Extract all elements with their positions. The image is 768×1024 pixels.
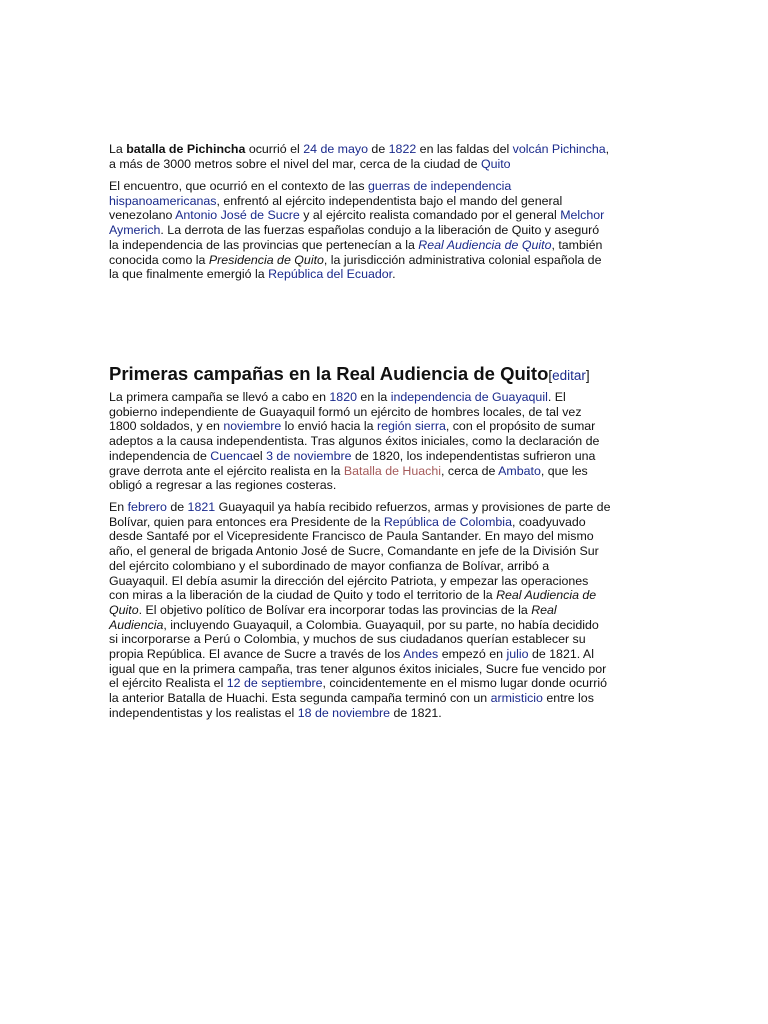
text: de 1820, los independentistas sufrieron una <box>351 448 596 463</box>
text: si incorporarse a Perú o Colombia, y muchos de sus ciudadanos querían establecer su <box>109 632 586 647</box>
text: Bolívar, quien para entonces era Presidente de la <box>109 514 384 529</box>
text: año, el general de brigada Antonio José de Sucre, Comandante en jefe de la División Sur <box>109 544 599 559</box>
text-line <box>109 618 661 633</box>
bracket: ] <box>585 368 590 383</box>
text: la independencia de las provincias que pertenecían a la <box>109 237 419 252</box>
text-line <box>109 662 661 677</box>
text: igual que en la primera campaña, tras tener algunos éxitos iniciales, Sucre fue vencido por <box>109 661 607 676</box>
link-18-de-noviembre[interactable]: 18 de noviembre <box>297 705 391 720</box>
text: independencia de <box>109 448 211 463</box>
text: lo envió hacia la <box>281 419 377 434</box>
text: entre los <box>542 691 594 706</box>
text: En <box>109 500 128 514</box>
presidencia-de-quito: Presidencia de Quito <box>208 252 324 267</box>
text-line <box>109 405 661 420</box>
section-heading-text: Primeras campañas en la Real Audiencia de Quito <box>109 363 549 384</box>
link-guerras-independencia[interactable]: guerras de independencia <box>368 179 512 193</box>
text: grave derrota ante el ejército realista en la <box>109 463 344 478</box>
text-line <box>109 632 661 647</box>
text: el <box>253 448 267 463</box>
text-line <box>109 419 661 434</box>
text: , también <box>551 237 603 252</box>
text-line <box>109 588 661 603</box>
text: de <box>166 500 188 514</box>
link-24-de-mayo[interactable]: 24 de mayo <box>303 142 368 156</box>
real-audiencia-de-quito: Quito <box>109 602 139 617</box>
real-audiencia: Audiencia <box>109 617 164 632</box>
link-republica-del-ecuador[interactable]: República del Ecuador <box>268 267 393 282</box>
link-guerras-independencia[interactable]: hispanoamericanas <box>109 193 217 208</box>
text-line <box>109 500 661 515</box>
text: ocurrió el <box>245 142 304 156</box>
link-armisticio[interactable]: armisticio <box>490 691 543 706</box>
text: . El <box>547 390 566 404</box>
bracket: [ <box>548 368 553 383</box>
link-melchor-aymerich[interactable]: Melchor <box>560 208 605 223</box>
text-line <box>109 515 661 530</box>
text: , incluyendo Guayaquil, a Colombia. Guayaquil, por su parte, no había decidido <box>163 617 599 632</box>
text: gobierno independiente de Guayaquil formó un ejército de hombres locales, de tal vez <box>109 404 582 419</box>
text-line <box>109 434 661 449</box>
text-line <box>109 464 661 479</box>
text: Guayaquil ya había recibido refuerzos, armas y provisiones de parte de <box>215 500 611 514</box>
text: . El objetivo político de Bolívar era incorporar todas las provincias de la <box>138 602 532 617</box>
text: desde Santafé por el Vicepresidente Francisco de Paula Santander. En mayo del mismo <box>109 529 594 544</box>
text: en la <box>356 390 391 404</box>
link-quito[interactable]: Quito <box>480 156 511 171</box>
text-line <box>109 179 661 194</box>
text: El encuentro, que ocurrió en el contexto de las <box>109 179 368 193</box>
link-melchor-aymerich[interactable]: Aymerich <box>109 223 161 238</box>
text-line <box>109 676 661 691</box>
link-3-de-noviembre[interactable]: 3 de noviembre <box>266 448 352 463</box>
text-line <box>109 706 661 721</box>
text: , <box>605 142 610 156</box>
text: propia República. El avance de Sucre a través de los <box>109 647 404 662</box>
text-line <box>109 603 661 618</box>
text-line <box>109 691 661 706</box>
text: del ejército colombiano y el subordinado de mayor confianza de Bolívar, arribó a <box>109 558 550 573</box>
text: , con el propósito de sumar <box>445 419 596 434</box>
text-line <box>109 390 661 405</box>
text: , coadyuvado <box>511 514 586 529</box>
link-12-de-septiembre[interactable]: 12 de septiembre <box>226 676 323 691</box>
link-noviembre[interactable]: noviembre <box>223 419 282 434</box>
text-line <box>109 267 661 282</box>
link-1822[interactable]: 1822 <box>388 142 417 156</box>
link-volcan-pichincha[interactable]: volcán Pichincha <box>512 142 606 156</box>
text: , la jurisdicción administrativa colonial española de <box>323 252 602 267</box>
text-line <box>109 559 661 574</box>
text-line <box>109 238 661 253</box>
text: , coincidentemente en el mismo lugar donde ocurrió <box>322 676 607 691</box>
link-region-sierra[interactable]: región sierra <box>376 419 446 434</box>
link-batalla-de-huachi[interactable]: Batalla de Huachi <box>343 463 441 478</box>
text: en las faldas del <box>416 142 513 156</box>
text: 1800 soldados, y en <box>109 419 224 434</box>
section-heading <box>109 362 590 388</box>
link-real-audiencia-de-quito[interactable]: Real Audiencia de Quito <box>418 237 552 252</box>
text: independentistas y los realistas el <box>109 705 298 720</box>
link-febrero[interactable]: febrero <box>127 500 167 514</box>
link-andes[interactable]: Andes <box>403 647 439 662</box>
text: la anterior Batalla de Huachi. Esta segunda campaña terminó con un <box>109 691 491 706</box>
text: , enfrentó al ejército independentista bajo el mando del general <box>216 193 563 208</box>
battle-name: batalla de Pichincha <box>126 142 246 156</box>
intro-paragraph-1 <box>109 142 661 171</box>
text: . La derrota de las fuerzas españolas condujo a la liberación de Quito y aseguró <box>160 223 600 238</box>
text-line <box>109 157 661 172</box>
text-line <box>109 478 661 493</box>
text: de 1821. <box>390 705 442 720</box>
text: , cerca de <box>441 463 499 478</box>
link-1820[interactable]: 1820 <box>329 390 357 404</box>
text: adeptos a la causa independentista. Tras algunos éxitos iniciales, como la declaración de <box>109 434 600 449</box>
text: empezó en <box>438 647 507 662</box>
text: La <box>109 142 127 156</box>
text-line <box>109 449 661 464</box>
text: venezolano <box>109 208 176 223</box>
real-audiencia-de-quito: Real Audiencia de <box>496 588 597 603</box>
real-audiencia: Real <box>531 602 557 617</box>
edit-section-link <box>548 368 589 383</box>
text-line <box>109 194 661 209</box>
link-julio[interactable]: julio <box>506 647 529 662</box>
text-line <box>109 574 661 589</box>
text: conocida como la <box>109 252 209 267</box>
text-line <box>109 529 661 544</box>
text: . <box>392 267 396 282</box>
text: Guayaquil. El debía asumir la dirección del ejército Patriota, y empezar las operaciones <box>109 573 589 588</box>
link-antonio-jose-de-sucre[interactable]: Antonio José de Sucre <box>175 208 300 223</box>
link-1821[interactable]: 1821 <box>187 500 216 514</box>
text-line <box>109 253 661 268</box>
intro-paragraph-2 <box>109 179 661 282</box>
text-line <box>109 647 661 662</box>
text: de 1821. Al <box>528 647 594 662</box>
text-line <box>109 208 661 223</box>
text: el ejército Realista el <box>109 676 227 691</box>
text: , que les <box>540 463 588 478</box>
link-cuenca[interactable]: Cuenca <box>210 448 253 463</box>
section-paragraph-1 <box>109 390 661 493</box>
edit-link[interactable]: editar <box>552 368 586 383</box>
text-line <box>109 142 661 157</box>
text: de <box>367 142 389 156</box>
section-paragraph-2 <box>109 500 661 721</box>
text: la que finalmente emergió la <box>109 267 269 282</box>
text: con miras a la liberación de la ciudad de Quito y todo el territorio de la <box>109 588 497 603</box>
link-ambato[interactable]: Ambato <box>498 463 541 478</box>
text: a más de 3000 metros sobre el nivel del mar, cerca de la ciudad de <box>109 156 481 171</box>
text: La primera campaña se llevó a cabo en <box>109 390 330 404</box>
text-line <box>109 223 661 238</box>
link-independencia-de-guayaquil[interactable]: independencia de Guayaquil <box>390 390 548 404</box>
text-line <box>109 544 661 559</box>
text: obligó a regresar a las regiones costeras. <box>109 478 337 493</box>
link-republica-de-colombia[interactable]: República de Colombia <box>383 514 512 529</box>
text: y al ejército realista comandado por el general <box>299 208 561 223</box>
